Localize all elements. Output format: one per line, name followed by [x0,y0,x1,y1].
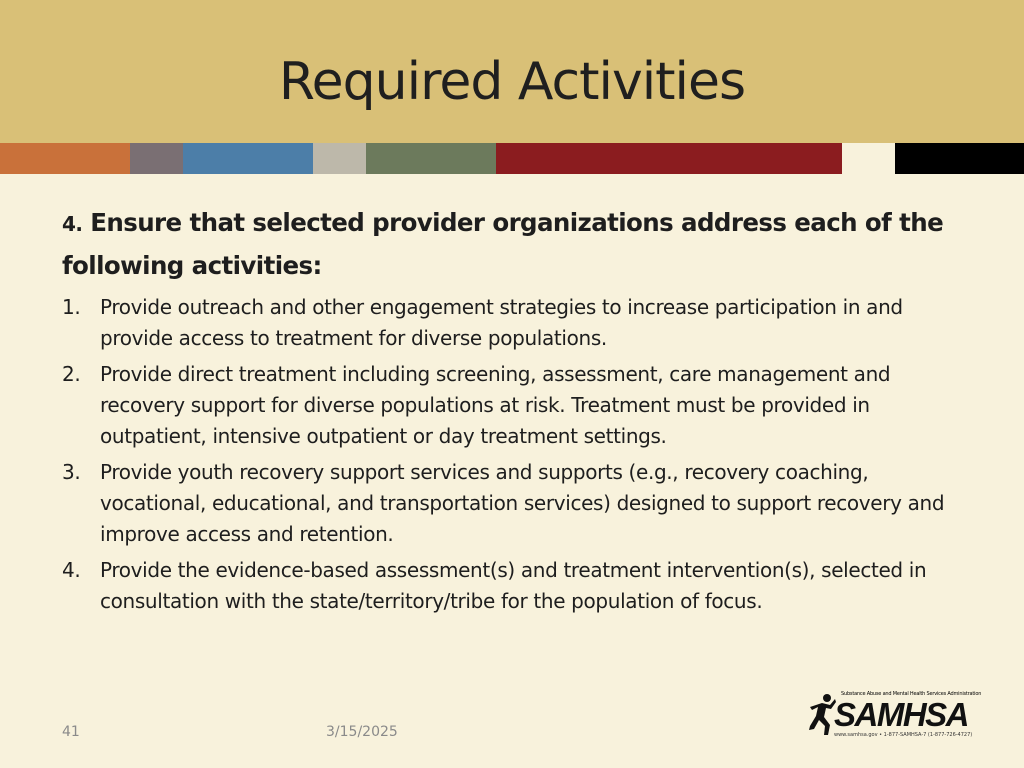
title-bar [0,0,1024,143]
stripe-segment-black [895,143,1024,174]
list-item-text: Provide direct treatment including screening, assessment, care management and recovery support for diverse populations at risk. Treatment must be provided in outpatient, intensive outpatient or day treatment settings. [100,362,891,448]
list-item [62,292,972,354]
stripe-segment-gray [130,143,183,174]
stripe-segment-red [496,143,842,174]
list-item [62,359,972,452]
slide-date: 3/15/2025 [326,724,398,740]
heading-number: 4. [62,212,83,236]
samhsa-figure-icon [808,693,836,737]
list-item-text: Provide youth recovery support services and supports (e.g., recovery coaching, vocational, educational, and transportation services) designed to support recovery and improve access and retention. [100,460,945,546]
samhsa-logo [808,691,982,741]
color-stripe [0,143,1024,174]
list-item [62,457,972,550]
list-marker: 1. [62,295,81,319]
list-item-text: Provide the evidence-based assessment(s) and treatment intervention(s), selected in consultation with the state/territory/tribe for the population of focus. [100,558,927,613]
list-item [62,555,972,617]
activity-list [62,292,972,617]
slide-body [62,202,972,622]
logo-wordmark: SAMHSA [834,696,969,733]
logo-tagline: Substance Abuse and Mental Health Services Administration [841,691,982,697]
list-marker: 3. [62,460,81,484]
slide-title: Required Activities [278,52,746,112]
list-marker: 2. [62,362,81,386]
page-number: 41 [62,724,80,740]
stripe-segment-cream [842,143,895,174]
list-marker: 4. [62,558,81,582]
section-heading [62,202,972,287]
heading-text: Ensure that selected provider organizations address each of the following activities: [62,208,944,280]
stripe-segment-orange [0,143,130,174]
list-item-text: Provide outreach and other engagement strategies to increase participation in and provide access to treatment for diverse populations. [100,295,903,350]
stripe-segment-blue [183,143,313,174]
stripe-segment-green [366,143,496,174]
stripe-segment-light-gray [313,143,366,174]
logo-contact: www.samhsa.gov • 1-877-SAMHSA-7 (1-877-726-4727) [834,732,973,738]
